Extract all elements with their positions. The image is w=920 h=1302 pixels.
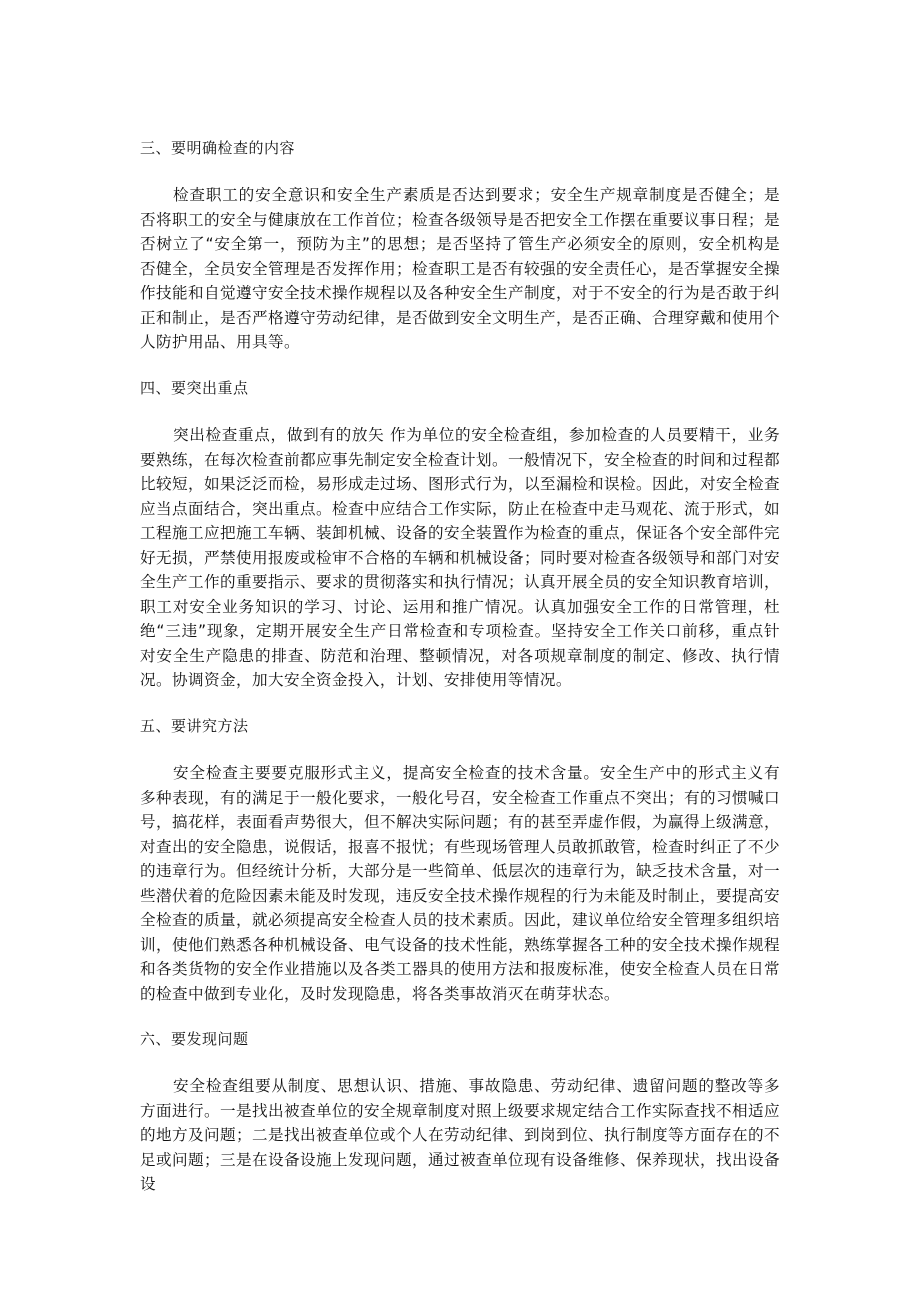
section-body-5: 安全检查主要要克服形式主义，提高安全检查的技术含量。安全生产中的形式主义有多种表现，有的满足于一般化要求，一般化号召，安全检查工作重点不突出；有的习惯喊口号，搞花样，表面看声势很大，但不解决实际问题；有的甚至弄虚作假，为赢得上级满意，对查出的安全隐患，说假话，报喜不报忧；有些现场管理人员敢抓敢管，检查时纠正了不少的违章行为。但经统计分析，大部分是一些简单、低层次的违章行为，缺乏技术含量，对一些潜伏着的危险因素未能及时发现，违反安全技术操作规程的行为未能及时制止，要提高安全检查的质量，就必须提高安全检查人员的技术素质。因此，建议单位给安全管理多组织培训，使他们熟悉各种机械设备、电气设备的技术性能，熟练掌握各工种的安全技术操作规程和各类货物的安全作业措施以及各类工器具的使用方法和报废标准，使安全检查人员在日常的检查中做到专业化，及时发现隐患，将各类事故消灭在萌芽状态。 — [140, 764, 780, 1003]
section-heading-4: 四、要突出重点 — [140, 379, 249, 397]
section-body-3: 检查职工的安全意识和安全生产素质是否达到要求；安全生产规章制度是否健全；是否将职工的安全与健康放在工作首位；检查各级领导是否把安全工作摆在重要议事日程；是否树立了“安全第一，预防为主”的思想；是否坚持了管生产必须安全的原则，安全机构是否健全，全员安全管理是否发挥作用；检查职工是否有较强的安全责任心，是否掌握安全操作技能和自觉遵守安全技术操作规程以及各种安全生产制度，对于不安全的行为是否敢于纠正和制止，是否严格遵守劳动纪律，是否做到安全文明生产，是否正确、合理穿戴和使用个人防护用品、用具等。 — [140, 186, 780, 351]
section-heading-5: 五、要讲究方法 — [140, 717, 249, 735]
section-heading-3: 三、要明确检查的内容 — [140, 139, 296, 157]
section-body-6: 安全检查组要从制度、思想认识、措施、事故隐患、劳动纪律、遗留问题的整改等多方面进行。一是找出被查单位的安全规章制度对照上级要求规定结合工作实际查找不相适应的地方及问题；二是找出被查单位或个人在劳动纪律、到岗到位、执行制度等方面存在的不足或问题；三是在设备设施上发现问题，通过被查单位现有设备维修、保养现状，找出设备设 — [140, 1077, 780, 1193]
section-body-4: 突出检查重点，做到有的放矢 作为单位的安全检查组，参加检查的人员要精干，业务要熟练，在每次检查前都应事先制定安全检查计划。一般情况下，安全检查的时间和过程都比较短，如果泛泛而检，易形成走过场、图形式行为，以至漏检和误检。因此，对安全检查应当点面结合，突出重点。检查中应结合工作实际，防止在检查中走马观花、流于形式，如工程施工应把施工车辆、装卸机械、设备的安全装置作为检查的重点，保证各个安全部件完好无损，严禁使用报废或检审不合格的车辆和机械设备；同时要对检查各级领导和部门对安全生产工作的重要指示、要求的贯彻落实和执行情况；认真开展全员的安全知识教育培训，职工对安全业务知识的学习、讨论、运用和推广情况。认真加强安全工作的日常管理，杜绝“三违”现象，定期开展安全生产日常检查和专项检查。坚持安全工作关口前移，重点针对安全生产隐患的排查、防范和治理、整顿情况，对各项规章制度的制定、修改、执行情况。协调资金，加大安全资金投入，计划、安排使用等情况。 — [140, 426, 780, 689]
section-heading-6: 六、要发现问题 — [140, 1030, 249, 1048]
